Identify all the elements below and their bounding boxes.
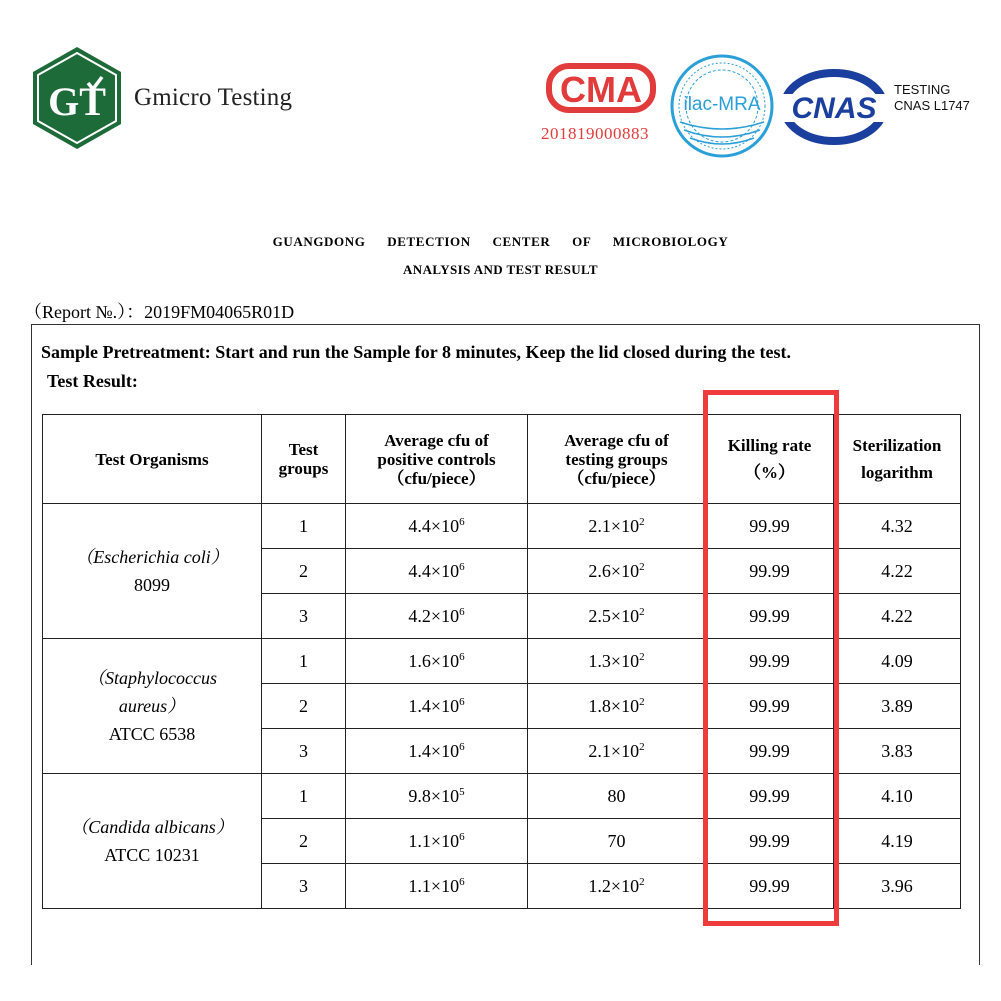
testing-group-cell: $1.2\times 10^2$ <box>528 864 706 909</box>
killing-rate-cell: 99.99 <box>706 819 834 864</box>
testing-group-cell: $2.6\times 10^2$ <box>528 549 706 594</box>
cnas-accreditation-label <box>894 82 970 114</box>
group-cell: 1 <box>262 774 346 819</box>
sterilization-log-cell: 3.89 <box>834 684 961 729</box>
positive-control-cell: $9.8\times 10^5$ <box>346 774 528 819</box>
cnas-logo <box>780 68 888 146</box>
organism-line1: （Escherichia coli） <box>75 547 229 567</box>
sterilization-log-cell: 4.22 <box>834 594 961 639</box>
group-cell: 3 <box>262 594 346 639</box>
killing-rate-highlight-box <box>703 390 839 926</box>
organism-line2: ATCC 10231 <box>104 845 200 865</box>
sterilization-log-cell: 3.83 <box>834 729 961 774</box>
killing-rate-cell: 99.99 <box>706 549 834 594</box>
testing-group-cell: $1.3\times 10^2$ <box>528 639 706 684</box>
positive-control-cell: $1.1\times 10^6$ <box>346 864 528 909</box>
document-title: GUANGDONG DETECTION CENTER OF MICROBIOLOGY <box>272 234 729 249</box>
header-test-organisms: Test Organisms <box>43 415 262 504</box>
testing-group-cell: $2.1\times 10^2$ <box>528 729 706 774</box>
header-sterilization-log: Sterilization logarithm <box>834 415 961 504</box>
positive-control-cell: $4.4\times 10^6$ <box>346 549 528 594</box>
testing-line2: CNAS L1747 <box>894 98 970 113</box>
test-result-label: Test Result: <box>47 371 138 391</box>
organism-line1: （Staphylococcus <box>87 668 217 688</box>
organism-cell <box>43 774 262 909</box>
cma-text: CMA <box>560 69 642 110</box>
sterilization-log-cell: 4.32 <box>834 504 961 549</box>
killing-rate-cell: 99.99 <box>706 639 834 684</box>
report-number: （Report №.）：2019FM04065R01D <box>24 302 295 322</box>
testing-group-cell: $2.5\times 10^2$ <box>528 594 706 639</box>
sterilization-log-cell: 4.19 <box>834 819 961 864</box>
document-subtitle: ANALYSIS AND TEST RESULT <box>403 262 598 277</box>
killing-rate-cell: 99.99 <box>706 729 834 774</box>
group-cell: 1 <box>262 639 346 684</box>
ilac-mra-logo <box>668 52 776 160</box>
brand-name: Gmicro Testing <box>134 84 293 111</box>
testing-line1: TESTING <box>894 82 951 97</box>
testing-group-cell: $1.8\times 10^2$ <box>528 684 706 729</box>
positive-control-cell: $4.4\times 10^6$ <box>346 504 528 549</box>
organism-line2: 8099 <box>134 575 170 595</box>
cma-logo <box>545 60 657 116</box>
organism-line2: aureus） <box>118 696 186 716</box>
testing-group-cell: 80 <box>528 774 706 819</box>
organism-cell <box>43 504 262 639</box>
killing-rate-cell: 99.99 <box>706 504 834 549</box>
group-cell: 2 <box>262 549 346 594</box>
header-test-groups: Test groups <box>262 415 346 504</box>
sterilization-log-cell: 3.96 <box>834 864 961 909</box>
gmicro-testing-logo <box>30 45 124 151</box>
sterilization-log-cell: 4.09 <box>834 639 961 684</box>
testing-group-cell: 70 <box>528 819 706 864</box>
header-positive-controls: Average cfu of positive controls （cfu/piece） <box>346 415 528 504</box>
group-cell: 1 <box>262 504 346 549</box>
positive-control-cell: $4.2\times 10^6$ <box>346 594 528 639</box>
organism-line1: （Candida albicans） <box>70 817 234 837</box>
positive-control-cell: $1.4\times 10^6$ <box>346 729 528 774</box>
positive-control-cell: $1.4\times 10^6$ <box>346 684 528 729</box>
killing-rate-cell: 99.99 <box>706 594 834 639</box>
testing-group-cell: $2.1\times 10^2$ <box>528 504 706 549</box>
group-cell: 2 <box>262 819 346 864</box>
killing-rate-cell: 99.99 <box>706 684 834 729</box>
sample-pretreatment: Sample Pretreatment: Start and run the Sample for 8 minutes, Keep the lid closed during the test. <box>41 342 791 362</box>
group-cell: 3 <box>262 729 346 774</box>
cnas-text: CNAS <box>791 92 877 125</box>
header-killing-rate: Killing rate （%） <box>706 415 834 504</box>
organism-cell <box>43 639 262 774</box>
cma-number: 201819000883 <box>541 124 649 143</box>
positive-control-cell: $1.1\times 10^6$ <box>346 819 528 864</box>
positive-control-cell: $1.6\times 10^6$ <box>346 639 528 684</box>
killing-rate-cell: 99.99 <box>706 864 834 909</box>
killing-rate-cell: 99.99 <box>706 774 834 819</box>
ilac-text: ilac-MRA <box>683 94 761 115</box>
sterilization-log-cell: 4.22 <box>834 549 961 594</box>
group-cell: 3 <box>262 864 346 909</box>
organism-line3: ATCC 6538 <box>108 724 196 744</box>
sterilization-log-cell: 4.10 <box>834 774 961 819</box>
gt-logo-letters: GT <box>48 79 106 124</box>
group-cell: 2 <box>262 684 346 729</box>
header-testing-groups: Average cfu of testing groups （cfu/piece） <box>528 415 706 504</box>
